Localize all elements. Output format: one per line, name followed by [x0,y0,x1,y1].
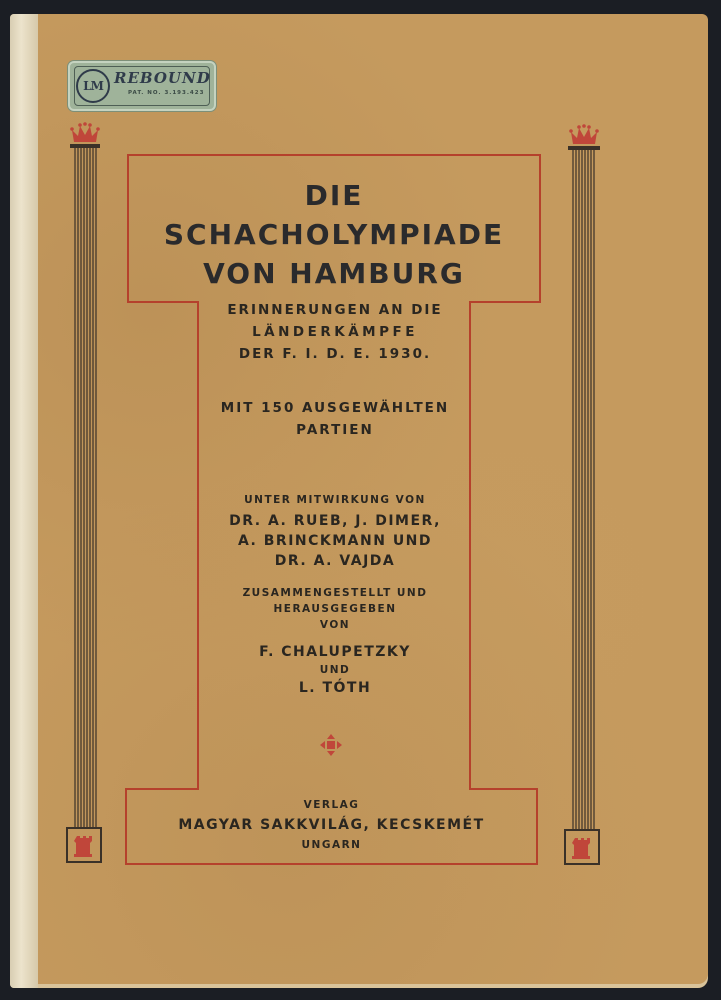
sticker-patent: PAT. NO. 3.193.423 [128,90,205,96]
games-note [200,397,470,441]
editors-intro [200,585,470,633]
editors-intro-line-2: HERAUSGEGEBEN [273,603,397,615]
editors-intro-line-1: ZUSAMMENGESTELLT UND [242,587,428,599]
editor-2: L. TÓTH [298,680,372,696]
publisher-block [126,796,537,854]
editors-intro-line-3: VON [319,619,351,631]
diamond-ornament-icon [320,734,342,756]
subtitle-line-3: DER F. I. D. E. 1930. [238,346,432,362]
collaborator-line-1: DR. A. RUEB, J. DIMER, [229,513,441,529]
title-line-3: VON HAMBURG [203,257,465,290]
subtitle-line-2: LÄNDERKÄMPFE [252,324,418,340]
games-line-1: MIT 150 AUSGEWÄHLTEN [220,400,450,416]
publisher-label: VERLAG [303,799,360,811]
title-line-1: DIE [304,179,364,212]
sticker-logo: LM [76,69,110,103]
sticker-title: REBOUND [114,69,211,87]
crown-icon [569,124,599,144]
collaborators [200,511,470,571]
subtitle-line-1: ERINNERUNGEN AN DIE [227,302,443,318]
editors-und: UND [319,664,351,676]
title-line-2: SCHACHOLYMPIADE [163,218,505,251]
editors [200,642,470,698]
right-column [565,124,600,864]
games-line-2: PARTIEN [296,422,374,438]
editor-1: F. CHALUPETZKY [259,644,411,660]
book-title [128,176,540,293]
publisher-name: MAGYAR SAKKVILÁG, KECSKEMÉT [178,817,485,833]
crown-icon [70,122,100,142]
left-column [67,122,101,862]
collaborator-line-3: DR. A. VAJDA [274,553,396,569]
collab-intro: UNTER MITWIRKUNG VON [244,494,426,506]
publisher-country: UNGARN [301,839,362,851]
rook-icon [572,838,590,859]
rook-icon [74,836,92,857]
collaborator-line-2: A. BRINCKMANN UND [237,533,433,549]
subtitle [200,299,470,365]
